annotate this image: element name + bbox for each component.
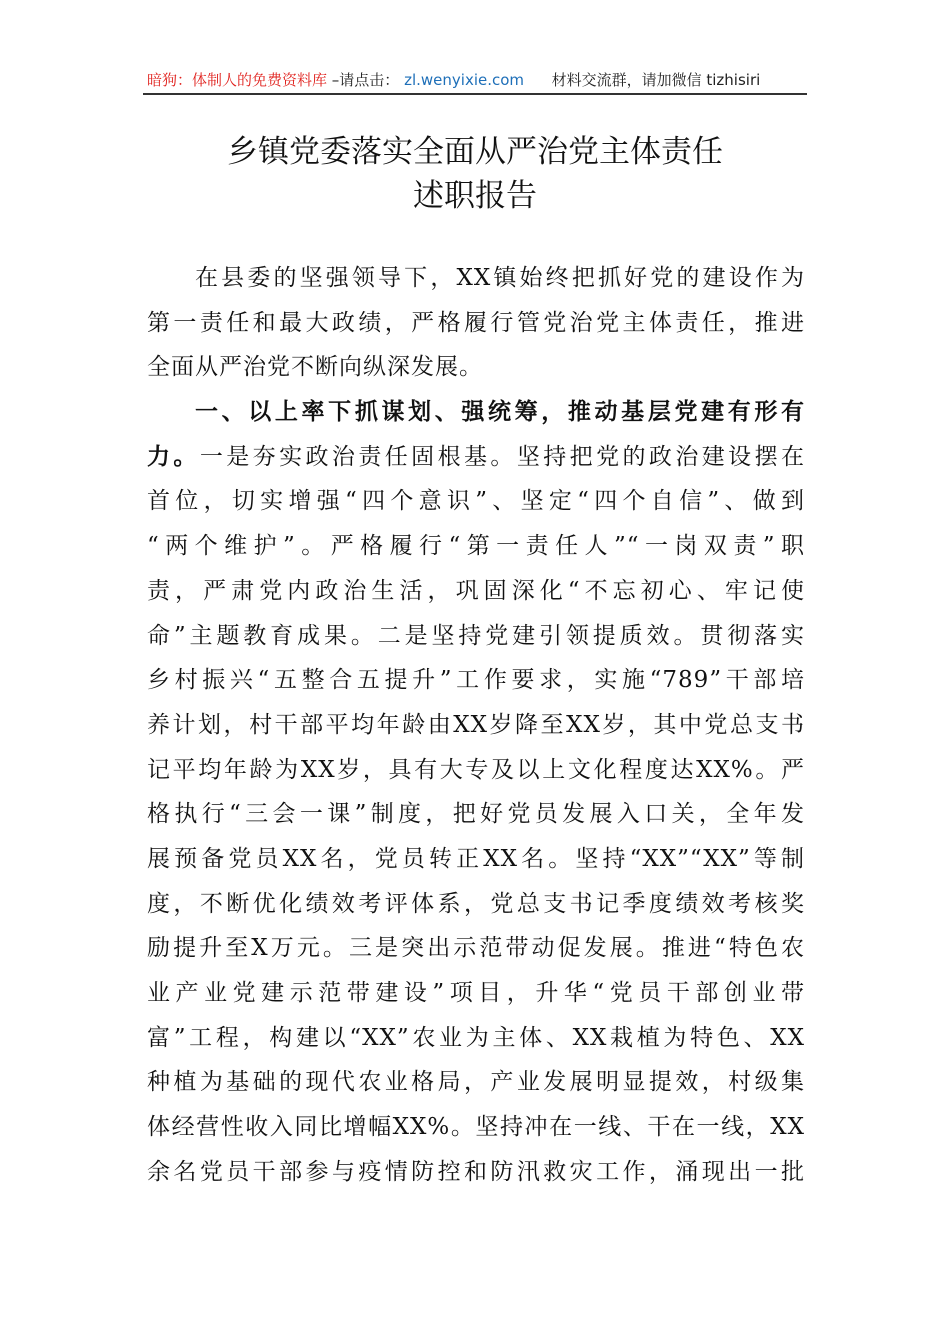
body-text: 种植为基础的现代农业格局，产业发展明显提效，村级集 xyxy=(147,1069,805,1096)
body-line xyxy=(147,349,805,394)
body-text: 全面从严治党不断向纵深发展。 xyxy=(147,354,483,381)
body-text: 业产业党建示范带建设”项目，升华“党员干部创业带 xyxy=(147,980,805,1006)
header-divider xyxy=(143,93,807,95)
body-line xyxy=(147,528,805,573)
document-title-line2: 述职报告 xyxy=(413,178,537,214)
body-text: 命”主题教育成果。二是坚持党建引领提质效。贯彻落实 xyxy=(147,622,805,649)
body-line xyxy=(147,1064,805,1109)
section-heading: 力。 xyxy=(147,443,200,470)
body-line xyxy=(147,752,805,797)
body-text: 格执行“三会一课”制度，把好党员发展入口关，全年发 xyxy=(147,801,805,828)
body-text: “两个维护”。严格履行“第一责任人”“一岗双责”职 xyxy=(147,533,805,560)
header-click-text: –请点击： xyxy=(331,71,400,89)
document-title: 乡镇党委落实全面从严治党主体责任 xyxy=(227,134,723,170)
header-wechat-text: 材料交流群，请加微信 tizhisiri xyxy=(551,71,761,89)
body-line xyxy=(147,260,805,305)
body-line xyxy=(147,573,805,618)
body-text: 一是夯实政治责任固根基。坚持把党的政治建设摆在 xyxy=(199,443,806,470)
body-line xyxy=(147,930,805,975)
document-body xyxy=(147,260,805,1198)
body-line xyxy=(147,305,805,350)
body-text: 富”工程，构建以“XX”农业为主体、XX栽植为特色、XX xyxy=(147,1024,805,1051)
page-header xyxy=(147,70,805,90)
body-line xyxy=(147,483,805,528)
body-text: 余名党员干部参与疫情防控和防汛救灾工作，涌现出一批 xyxy=(147,1158,805,1185)
body-line xyxy=(147,975,805,1020)
body-line xyxy=(147,841,805,886)
body-text: 度，不断优化绩效考评体系，党总支书记季度绩效考核奖 xyxy=(147,890,805,917)
body-text: 记平均年龄为XX岁，具有大专及以上文化程度达XX%。严 xyxy=(147,756,805,783)
body-text: 责，严肃党内政治生活，巩固深化“不忘初心、牢记使 xyxy=(147,577,805,604)
body-line xyxy=(147,1109,805,1154)
body-line xyxy=(147,886,805,931)
body-line xyxy=(147,662,805,707)
body-text: 养计划，村干部平均年龄由XX岁降至XX岁，其中党总支书 xyxy=(147,711,805,738)
body-line xyxy=(147,1020,805,1065)
body-line xyxy=(147,707,805,752)
body-text: 励提升至X万元。三是突出示范带动促发展。推进“特色农 xyxy=(147,935,805,962)
body-text: 乡村振兴“五整合五提升”工作要求，实施“789”干部培 xyxy=(147,667,805,694)
body-line xyxy=(147,394,805,439)
body-text: 在县委的坚强领导下，XX镇始终把抓好党的建设作为 xyxy=(195,265,805,291)
body-line xyxy=(147,796,805,841)
body-text: 第一责任和最大政绩，严格履行管党治党主体责任，推进 xyxy=(147,309,805,336)
section-heading: 一、以上率下抓谋划、强统筹，推动基层党建有形有 xyxy=(195,399,805,426)
body-text: 展预备党员XX名，党员转正XX名。坚持“XX”“XX”等制 xyxy=(147,845,805,872)
body-line xyxy=(147,1154,805,1199)
body-line xyxy=(147,439,805,484)
header-library-text: 暗狗：体制人的免费资料库 xyxy=(147,71,328,89)
header-link[interactable]: zl.wenyixie.com xyxy=(404,71,525,89)
body-text: 首位，切实增强“四个意识”、坚定“四个自信”、做到 xyxy=(147,488,805,515)
body-text: 体经营性收入同比增幅XX%。坚持冲在一线、干在一线，XX xyxy=(147,1114,805,1141)
body-line xyxy=(147,618,805,663)
